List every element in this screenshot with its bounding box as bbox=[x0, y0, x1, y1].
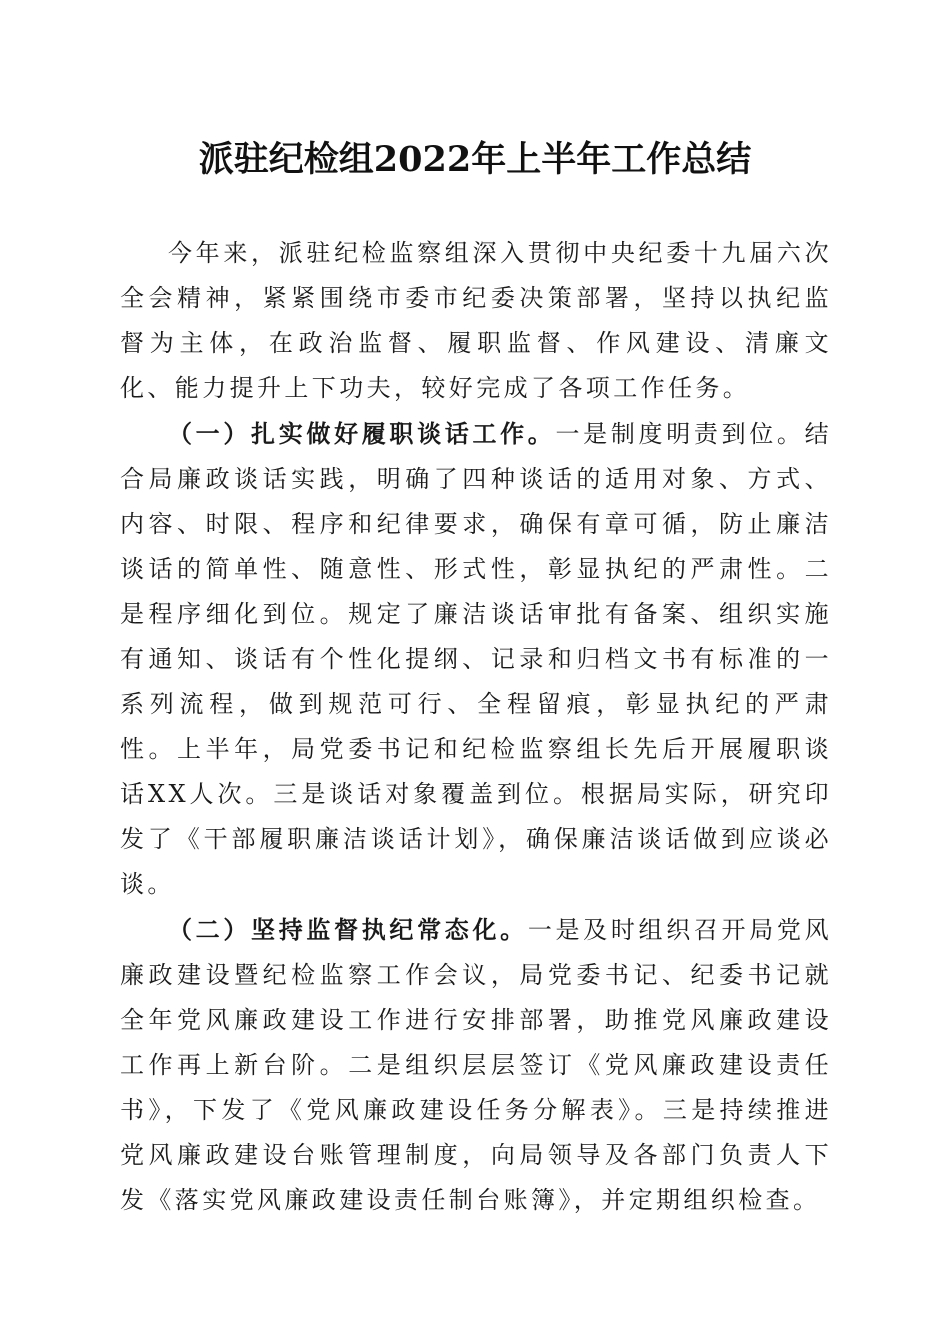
paragraph-section-1 bbox=[120, 411, 832, 907]
document-body bbox=[120, 230, 832, 1223]
paragraph-section-2 bbox=[120, 907, 832, 1223]
paragraph-text: 今年来，派驻纪检监察组深入贯彻中央纪委十九届六次全会精神，紧紧围绕市委市纪委决策部署，坚持以执纪监督为主体，在政治监督、履职监督、作风建设、清廉文化、能力提升上下功夫，较好完成了各项工作任务。 bbox=[120, 239, 832, 402]
paragraph-heading: （二）坚持监督执纪常态化。 bbox=[168, 915, 528, 944]
paragraph-intro bbox=[120, 230, 832, 411]
paragraph-heading: （一）扎实做好履职谈话工作。 bbox=[168, 419, 556, 448]
paragraph-text: 一是制度明责到位。结合局廉政谈话实践，明确了四种谈话的适用对象、方式、内容、时限、程序和纪律要求，确保有章可循，防止廉洁谈话的简单性、随意性、形式性，彰显执纪的严肃性。二是程序细化到位。规定了廉洁谈话审批有备案、组织实施有通知、谈话有个性化提纲、记录和归档文书有标准的一系列流程，做到规范可行、全程留痕，彰显执纪的严肃性。上半年，局党委书记和纪检监察组长先后开展履职谈话XX人次。三是谈话对象覆盖到位。根据局实际，研究印发了《干部履职廉洁谈话计划》，确保廉洁谈话做到应谈必谈。 bbox=[120, 420, 832, 898]
paragraph-text: 一是及时组织召开局党风廉政建设暨纪检监察工作会议，局党委书记、纪委书记就全年党风廉政建设工作进行安排部署，助推党风廉政建设工作再上新台阶。二是组织层层签订《党风廉政建设责任书》，下发了《党风廉政建设任务分解表》。三是持续推进党风廉政建设台账管理制度，向局领导及各部门负责人下发《落实党风廉政建设责任制台账簿》，并定期组织检查。 bbox=[120, 916, 832, 1214]
document-title: 派驻纪检组2022年上半年工作总结 bbox=[198, 139, 752, 180]
